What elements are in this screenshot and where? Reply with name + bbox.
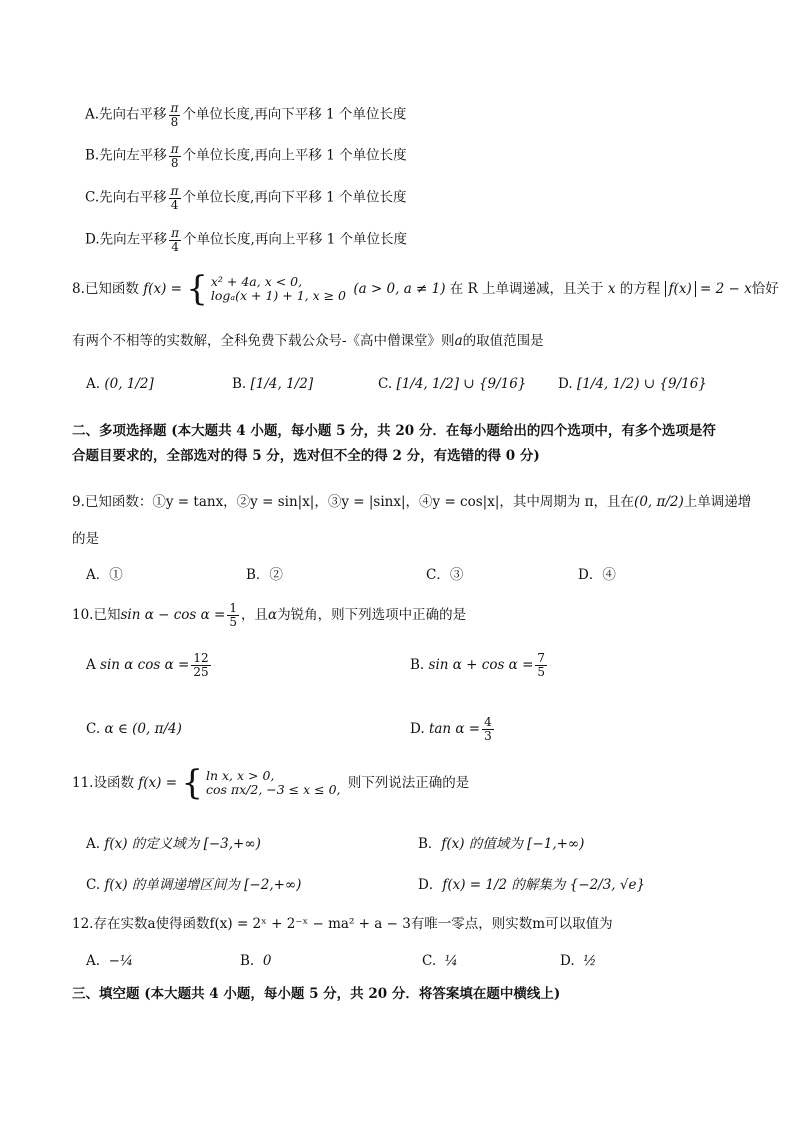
piecewise-cases — [206, 769, 341, 798]
fraction — [482, 716, 494, 742]
question-text: 恰好 — [751, 280, 779, 297]
option-text: 先向左平移 — [99, 231, 168, 248]
interval: (0, π/2) — [634, 494, 684, 510]
q11-option-d — [418, 877, 645, 893]
q9-option-d: D．④ — [578, 567, 616, 583]
question-text: 10.已知 — [72, 607, 121, 623]
section-2-heading: 二、多项选择题 (本大题共 4 小题，每小题 5 分，共 20 分．在每小题给出的四个选项中，有多个选项是符 — [72, 423, 716, 439]
option-value: (0, 1/2] — [104, 376, 154, 392]
option-label: D. — [410, 721, 425, 737]
option-value: α ∈ (0, π/4) — [104, 721, 182, 737]
option-value: [1/4, 1/2] — [250, 376, 314, 392]
option-label: C. — [85, 189, 100, 206]
q8-stem-line2 — [72, 333, 544, 349]
numerator: π — [170, 101, 179, 115]
option-value: f(x) 的值域为 [−1,+∞) — [441, 836, 585, 852]
option-text: 个单位长度,再向上平移 1 个单位长度 — [182, 147, 407, 164]
option-text: 个单位长度,再向上平移 1 个单位长度 — [183, 231, 407, 248]
option-label: B. — [240, 953, 255, 969]
question-text: ，且 — [241, 607, 268, 623]
q12-option-c — [422, 953, 458, 969]
numerator: 7 — [537, 651, 546, 665]
case-1: x² + 4a, x < 0, — [210, 273, 303, 289]
question-text: 在 R 上单调递减，且关于 — [449, 280, 604, 297]
q12-option-a — [86, 953, 133, 969]
q10-option-d — [410, 716, 496, 742]
option-text: 个单位长度,再向下平移 1 个单位长度 — [182, 106, 407, 123]
option-text: 先向左平移 — [99, 147, 167, 164]
denominator: 8 — [170, 155, 179, 170]
function-name: f(x) = — [143, 280, 182, 297]
fraction — [191, 652, 210, 678]
fraction — [169, 227, 181, 253]
option-label: D. — [558, 376, 573, 392]
option-label: A — [86, 657, 96, 673]
equation-rhs: = 2 − x — [700, 280, 752, 297]
case-2: logₐ(x + 1) + 1, x ≥ 0 — [210, 288, 347, 303]
q7-option-b — [85, 143, 407, 169]
expression: sin α − cos α = — [120, 607, 226, 623]
q12-stem: 12.存在实数a使得函数f(x) = 2ˣ + 2⁻ˣ − ma² + a − 3有唯一零点，则实数m可以取值为 — [72, 916, 613, 932]
question-text: 有两个不相等的实数解，全科免费下载公众号-《高中僧课堂》则 — [72, 333, 455, 349]
option-label: C. — [86, 721, 101, 737]
case-2: cos πx/2, −3 ≤ x ≤ 0, — [205, 782, 341, 797]
option-label: D． — [418, 877, 443, 893]
option-label: C. — [378, 376, 393, 392]
denominator: 5 — [229, 614, 237, 629]
option-text: 先向右平移 — [99, 106, 167, 123]
q10-option-b — [410, 652, 549, 678]
question-text: 的方程 — [619, 280, 661, 297]
fraction — [169, 102, 181, 128]
fraction — [535, 652, 547, 678]
numerator: π — [170, 184, 179, 198]
denominator: 3 — [484, 728, 492, 743]
option-label: C. — [86, 877, 101, 893]
q9-option-a: A．① — [86, 567, 123, 583]
q9-stem-line1 — [72, 494, 751, 510]
q7-option-d — [85, 227, 407, 253]
q11-option-c — [86, 877, 301, 893]
option-value: ¼ — [444, 953, 458, 969]
option-label: C. — [422, 953, 437, 969]
question-text: 的取值范围是 — [462, 333, 544, 349]
option-text: 个单位长度,再向下平移 1 个单位长度 — [182, 189, 407, 206]
q12-option-b — [240, 953, 271, 969]
question-text: 上单调递增 — [683, 494, 752, 510]
abs-expression: f(x) — [665, 281, 696, 297]
option-value: ½ — [583, 953, 597, 969]
q10-option-c — [86, 721, 182, 737]
denominator: 4 — [171, 239, 179, 254]
option-label: D. — [85, 231, 100, 248]
numerator: π — [171, 226, 180, 240]
question-text: 9.已知函数：①y = tanx，②y = sin|x|，③y = |sinx|，④y = cos|x|，其中周期为 π，且在 — [72, 494, 635, 510]
option-value: f(x) 的定义域为 [−3,+∞) — [104, 836, 261, 852]
variable: α — [268, 607, 278, 623]
option-label: B. — [410, 657, 425, 673]
option-label: B． — [418, 836, 442, 852]
option-label: D. — [560, 953, 575, 969]
section-2-heading-cont: 合题目要求的，全部选对的得 5 分，选对但不全的得 2 分，有选错的得 0 分) — [72, 448, 540, 464]
case-1: ln x, x > 0, — [205, 767, 275, 783]
numerator: 1 — [229, 601, 237, 615]
q9-option-b: B．② — [246, 567, 283, 583]
q11-stem — [72, 763, 470, 803]
variable: x — [607, 280, 616, 297]
q9-option-c: C．③ — [426, 567, 464, 583]
q8-option-d — [558, 376, 707, 392]
function-name: f(x) = — [138, 774, 178, 791]
q7-option-a — [85, 102, 406, 128]
numerator: π — [170, 142, 179, 156]
q11-option-b — [418, 836, 584, 852]
option-label: A. — [86, 953, 101, 969]
question-text: 则下列说法正确的是 — [347, 774, 470, 791]
option-value: f(x) = 1/2 的解集为 {−2/3, √e} — [442, 877, 646, 893]
option-value: [1/4, 1/2] ∪ {9/16} — [396, 376, 527, 392]
option-value: tan α = — [428, 721, 481, 737]
fraction — [169, 143, 181, 169]
denominator: 4 — [170, 197, 179, 212]
fraction — [169, 185, 181, 211]
question-text: 11.设函数 — [72, 774, 134, 791]
option-value: −¼ — [108, 953, 134, 969]
q9-stem-line2: 的是 — [72, 531, 99, 547]
q12-option-d — [560, 953, 596, 969]
option-label: B. — [232, 376, 247, 392]
q7-option-c — [85, 185, 407, 211]
condition: (a > 0, a ≠ 1) — [353, 280, 446, 297]
option-value: sin α + cos α = — [428, 657, 534, 673]
piecewise-brace: { — [181, 763, 203, 803]
option-label: A. — [86, 836, 101, 852]
question-text: 为锐角，则下列选项中正确的是 — [277, 607, 467, 623]
q11-option-a — [86, 836, 261, 852]
numerator: 12 — [193, 651, 209, 665]
question-text: 8.已知函数 — [72, 280, 139, 297]
q8-option-c — [378, 376, 526, 392]
option-value: [1/4, 1/2) ∪ {9/16} — [576, 376, 707, 392]
option-label: B. — [85, 147, 100, 164]
section-3-heading: 三、填空题 (本大题共 4 小题，每小题 5 分，共 20 分．将答案填在题中横线上) — [72, 986, 561, 1002]
fraction — [227, 602, 239, 628]
numerator: 4 — [484, 715, 492, 729]
option-value: 0 — [262, 953, 272, 969]
option-value: f(x) 的单调递增区间为 [−2,+∞) — [104, 877, 302, 893]
denominator: 8 — [170, 114, 179, 129]
option-label: A. — [86, 376, 101, 392]
variable: a — [454, 333, 463, 349]
denominator: 5 — [537, 664, 546, 679]
q8-stem-line1 — [72, 269, 779, 309]
q8-option-b — [232, 376, 313, 392]
option-label: A. — [85, 106, 100, 123]
piecewise-brace: { — [186, 269, 208, 309]
q10-stem — [72, 602, 466, 628]
option-value: sin α cos α = — [100, 657, 190, 673]
piecewise-cases — [211, 275, 346, 304]
q10-option-a — [86, 652, 213, 678]
q8-option-a — [86, 376, 154, 392]
option-text: 先向右平移 — [99, 189, 167, 206]
denominator: 25 — [193, 664, 209, 679]
